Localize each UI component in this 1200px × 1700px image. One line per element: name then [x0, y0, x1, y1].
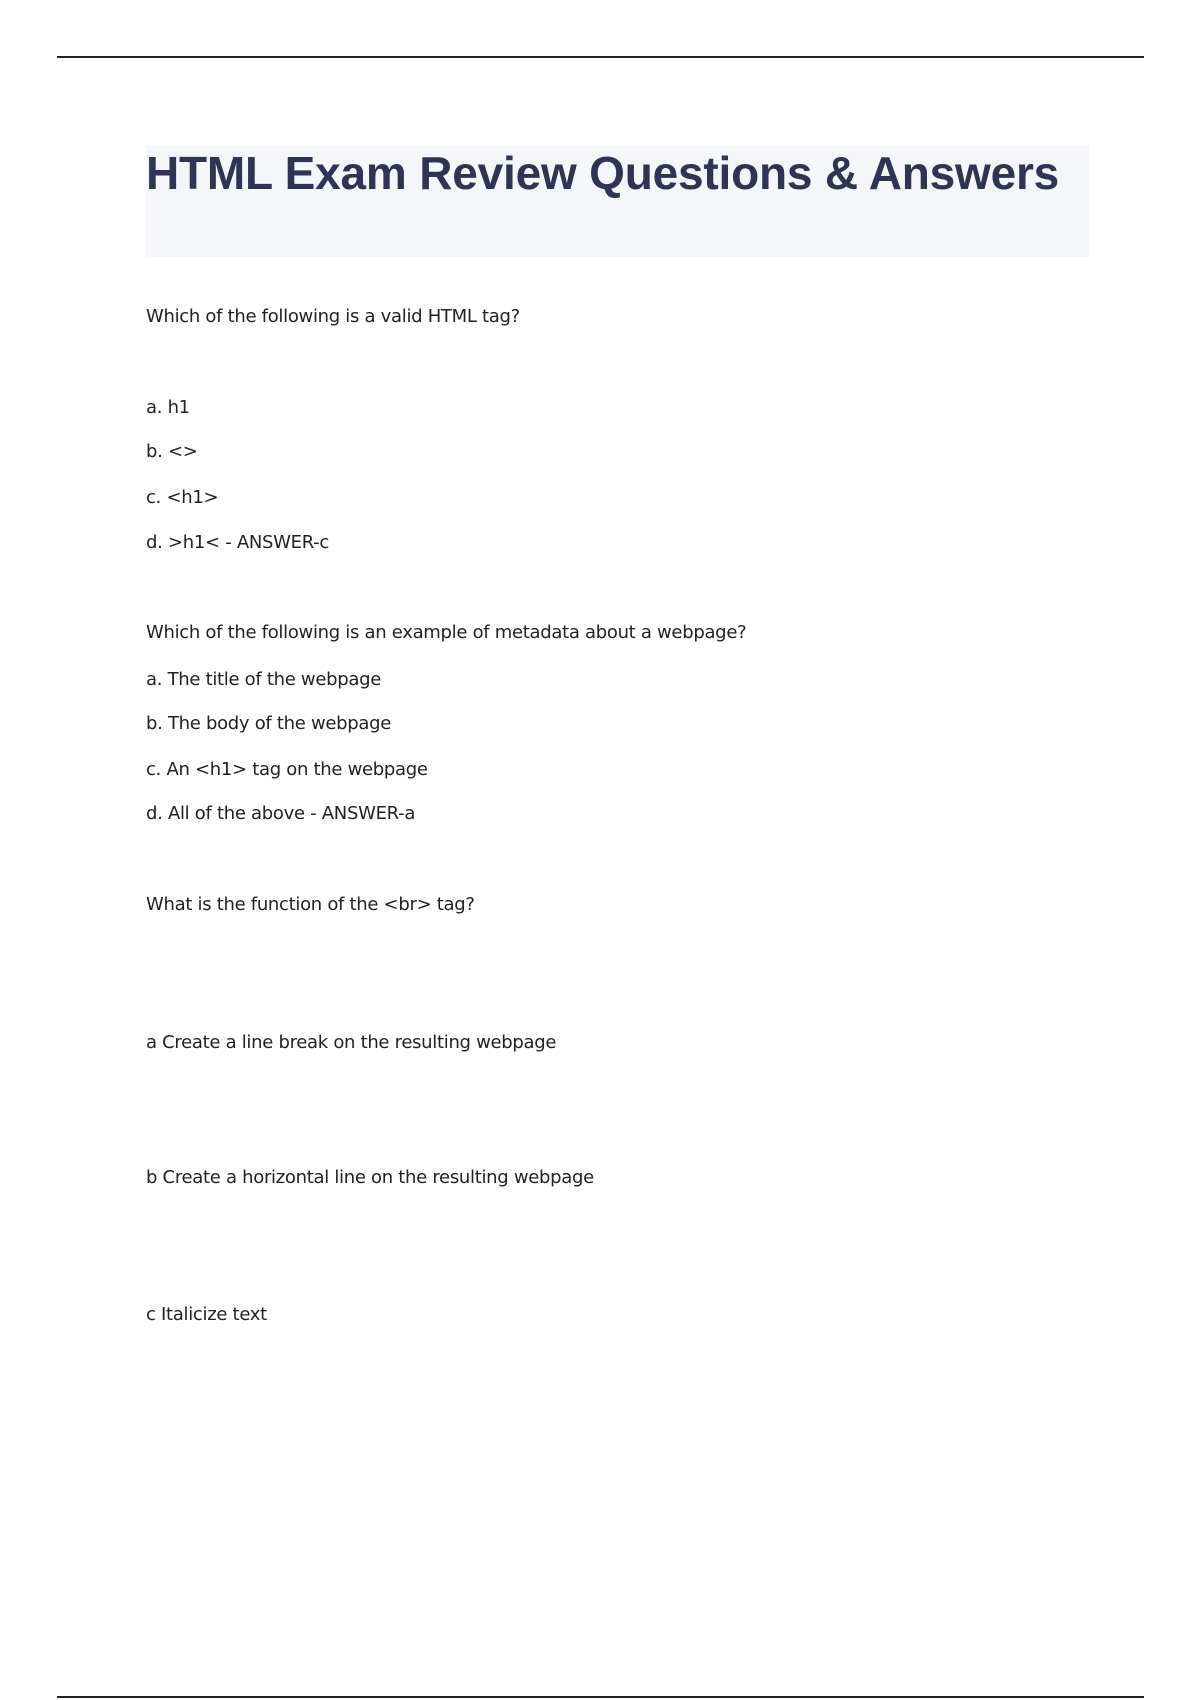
bottom-rule	[57, 1696, 1144, 1698]
question-3-option-c: c Italicize text	[146, 1304, 267, 1325]
title-block	[146, 146, 1089, 257]
question-1-option-b: b. <>	[146, 441, 198, 462]
question-2-option-a: a. The title of the webpage	[146, 669, 381, 690]
question-1-option-c: c. <h1>	[146, 487, 219, 508]
question-1-option-a: a. h1	[146, 397, 190, 418]
document-title: HTML Exam Review Questions & Answers	[146, 147, 1060, 199]
question-2-option-c: c. An <h1> tag on the webpage	[146, 759, 428, 780]
top-rule	[57, 56, 1144, 58]
question-1-prompt: Which of the following is a valid HTML tag?	[146, 306, 520, 327]
question-2-option-d: d. All of the above - ANSWER-a	[146, 803, 416, 824]
question-2-prompt: Which of the following is an example of metadata about a webpage?	[146, 622, 747, 643]
question-1-option-d: d. >h1< - ANSWER-c	[146, 532, 329, 553]
question-3-prompt: What is the function of the <br> tag?	[146, 894, 475, 915]
question-3-option-a: a Create a line break on the resulting webpage	[146, 1032, 557, 1053]
question-2-option-b: b. The body of the webpage	[146, 713, 392, 734]
question-3-option-b: b Create a horizontal line on the resulting webpage	[146, 1167, 594, 1188]
